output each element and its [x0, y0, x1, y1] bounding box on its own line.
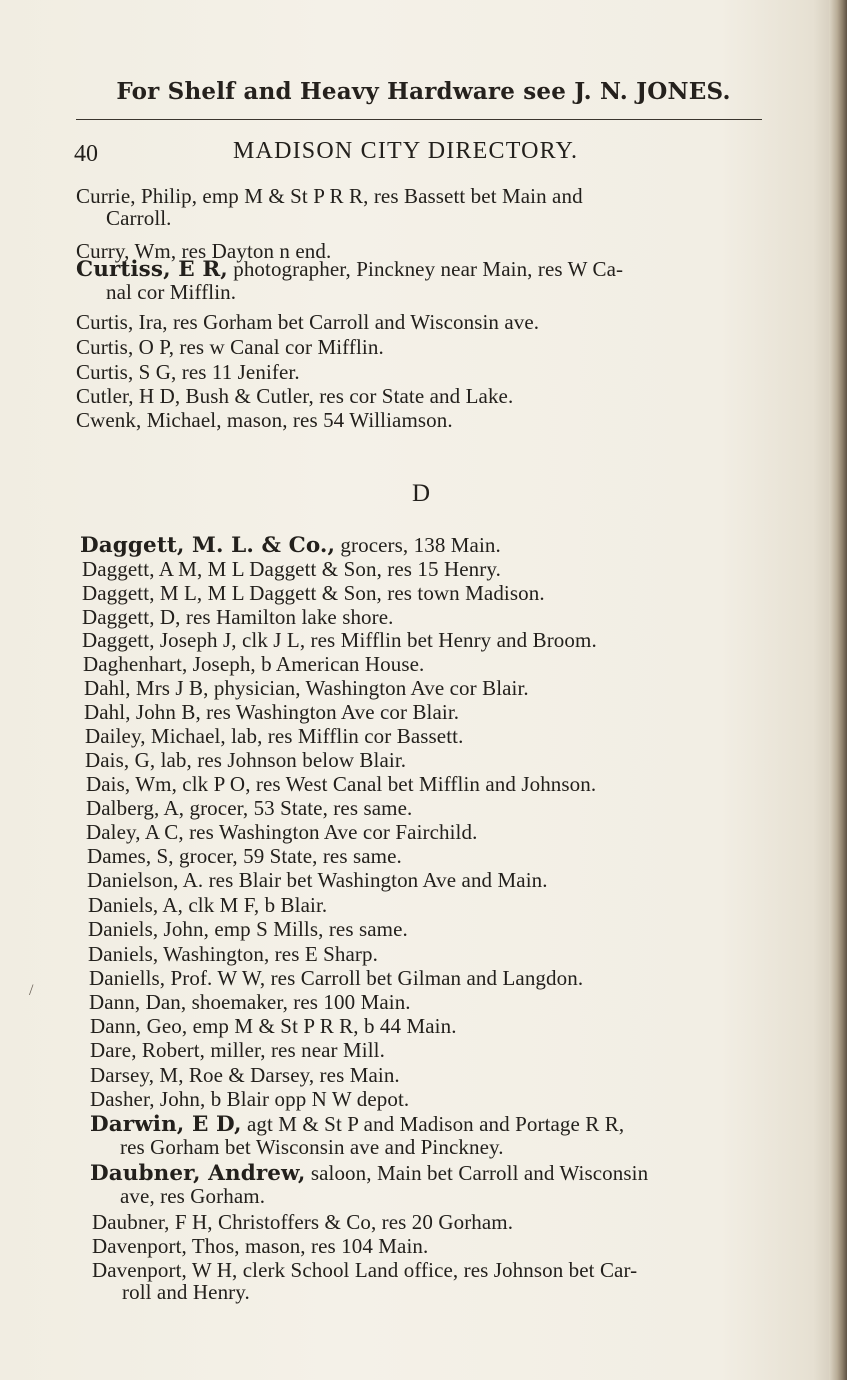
- directory-entry: [90, 1088, 409, 1110]
- directory-entry: [87, 845, 402, 867]
- directory-entry: [84, 677, 529, 699]
- entry-details: , A, grocer, 53 State, res same.: [153, 796, 413, 820]
- directory-entry: [90, 1039, 385, 1061]
- entry-name: Curtiss, E R,: [76, 257, 228, 282]
- entry-details: , Wm, res Dayton n end.: [124, 239, 332, 263]
- entry-continuation: Carroll.: [106, 206, 172, 230]
- directory-entry: [87, 869, 548, 891]
- entry-details: , Philip, emp M & St P R R, res Bassett bet Main and: [130, 184, 583, 208]
- entry-name: Dahl: [84, 700, 126, 724]
- entry-details: , F H, Christoffers & Co, res 20 Gorham.: [164, 1210, 514, 1234]
- entry-name: Daubner: [92, 1210, 165, 1234]
- entry-details: , D, res Hamilton lake shore.: [149, 605, 394, 629]
- running-title: MADISON CITY DIRECTORY.: [233, 138, 579, 164]
- entry-name: Daniels: [88, 893, 153, 917]
- directory-entry: [89, 991, 411, 1013]
- entry-details: , Ira, res Gorham bet Carroll and Wisconsin ave.: [127, 310, 540, 334]
- entry-details: , A, clk M F, b Blair.: [152, 893, 328, 917]
- entry-name: Dais: [85, 748, 124, 772]
- directory-entry: [76, 258, 623, 303]
- header-rule: [76, 119, 762, 120]
- directory-entry: [88, 943, 378, 965]
- entry-details: , Robert, miller, res near Mill.: [131, 1038, 385, 1062]
- section-letter: D: [412, 480, 431, 507]
- entry-continuation: ave, res Gorham.: [120, 1184, 266, 1208]
- directory-entry: [82, 606, 394, 628]
- entry-name: Daggett: [82, 628, 150, 652]
- directory-entry: [82, 558, 501, 580]
- entry-name: Daggett: [82, 605, 150, 629]
- page-number: 40: [74, 141, 98, 167]
- entry-name: Dasher: [90, 1087, 150, 1111]
- page-edge: [829, 0, 847, 1380]
- entry-name: Daley: [86, 820, 136, 844]
- directory-entry: [86, 821, 477, 843]
- directory-entry: [92, 1259, 637, 1303]
- directory-entry: [90, 1015, 457, 1037]
- directory-entry: [76, 311, 539, 333]
- entry-details: , Geo, emp M & St P R R, b 44 Main.: [135, 1014, 457, 1038]
- entry-name: Dahl: [84, 676, 126, 700]
- entry-details: , A C, res Washington Ave cor Fairchild.: [135, 820, 478, 844]
- entry-name: Darsey: [90, 1063, 149, 1087]
- entry-name: Dann: [90, 1014, 136, 1038]
- entry-details: , G, lab, res Johnson below Blair.: [123, 748, 407, 772]
- entry-name: Dalberg: [86, 796, 154, 820]
- entry-name: Danielson: [87, 868, 174, 892]
- entry-name: Davenport: [92, 1258, 182, 1282]
- directory-entry: [85, 749, 406, 771]
- entry-details: , O P, res w Canal cor Mifflin.: [127, 335, 384, 359]
- directory-entry: [82, 629, 597, 651]
- entry-details: saloon, Main bet Carroll and Wisconsin: [305, 1161, 649, 1185]
- entry-details: , Joseph J, clk J L, res Mifflin bet Henry and Broom.: [149, 628, 597, 652]
- directory-entry: [76, 385, 513, 407]
- entry-details: , W H, clerk School Land office, res Johnson bet Car-: [181, 1258, 638, 1282]
- entry-name: Daniels: [88, 917, 153, 941]
- directory-entry: [76, 409, 453, 431]
- entry-name: Daniels: [88, 942, 153, 966]
- entry-name: Daubner, Andrew,: [90, 1161, 306, 1186]
- entry-details: , A M, M L Daggett & Son, res 15 Henry.: [149, 557, 501, 581]
- entry-details: , Michael, lab, res Mifflin cor Bassett.: [140, 724, 464, 748]
- entry-details: agt M & St P and Madison and Portage R R,: [241, 1112, 625, 1136]
- entry-details: grocers, 138 Main.: [335, 533, 501, 557]
- entry-name: Cwenk: [76, 408, 136, 432]
- directory-entry: [83, 653, 424, 675]
- entry-details: photographer, Pinckney near Main, res W Ca-: [227, 257, 624, 281]
- entry-name: Daggett: [82, 557, 150, 581]
- directory-entry: [90, 1064, 400, 1086]
- entry-name: Dais: [86, 772, 125, 796]
- entry-details: , Michael, mason, res 54 Williamson.: [136, 408, 453, 432]
- directory-entry: [90, 1162, 648, 1207]
- entry-details: , H D, Bush & Cutler, res cor State and Lake.: [128, 384, 514, 408]
- directory-entry: [84, 701, 459, 723]
- entry-details: , John, emp S Mills, res same.: [152, 917, 408, 941]
- entry-continuation: roll and Henry.: [122, 1280, 250, 1304]
- entry-details: , M L, M L Daggett & Son, res town Madison.: [149, 581, 545, 605]
- margin-mark: /: [29, 982, 34, 999]
- entry-details: , A. res Blair bet Washington Ave and Main.: [173, 868, 548, 892]
- entry-name: Dailey: [85, 724, 141, 748]
- entry-continuation: res Gorham bet Wisconsin ave and Pinckney.: [120, 1135, 504, 1159]
- directory-entry: [88, 918, 408, 940]
- directory-entry: [86, 773, 596, 795]
- directory-entry: [89, 967, 583, 989]
- entry-details: , John B, res Washington Ave cor Blair.: [125, 700, 460, 724]
- entry-name: Dann: [89, 990, 135, 1014]
- directory-entry: [85, 725, 463, 747]
- entry-name: Daggett: [82, 581, 150, 605]
- entry-name: Daniells: [89, 966, 160, 990]
- entry-name: Daghenhart: [83, 652, 182, 676]
- entry-details: , Washington, res E Sharp.: [152, 942, 378, 966]
- entry-name: Currie: [76, 184, 131, 208]
- directory-entry: [76, 336, 384, 358]
- entry-continuation: nal cor Mifflin.: [106, 280, 237, 304]
- directory-entry: [82, 582, 545, 604]
- entry-name: Curtis: [76, 310, 128, 334]
- entry-details: , Wm, clk P O, res West Canal bet Mifflin and Johnson.: [124, 772, 597, 796]
- entry-name: Curry: [76, 239, 125, 263]
- entry-details: , M, Roe & Darsey, res Main.: [148, 1063, 400, 1087]
- directory-entry: [88, 894, 327, 916]
- entry-details: , Mrs J B, physician, Washington Ave cor Blair.: [125, 676, 529, 700]
- entry-details: , S, grocer, 59 State, res same.: [145, 844, 402, 868]
- entry-name: Curtis: [76, 360, 128, 384]
- entry-details: , Dan, shoemaker, res 100 Main.: [134, 990, 411, 1014]
- directory-entry: [92, 1211, 513, 1233]
- entry-details: , John, b Blair opp N W depot.: [149, 1087, 410, 1111]
- directory-entry: [76, 185, 583, 229]
- directory-entry: [80, 534, 501, 557]
- directory-entry: [92, 1235, 428, 1257]
- entry-name: Dames: [87, 844, 146, 868]
- entry-name: Cutler: [76, 384, 129, 408]
- entry-name: Curtis: [76, 335, 128, 359]
- directory-entry: [76, 361, 300, 383]
- directory-entry: [90, 1113, 624, 1158]
- entry-details: , Prof. W W, res Carroll bet Gilman and Langdon.: [159, 966, 584, 990]
- entry-name: Daggett, M. L. & Co.,: [80, 533, 336, 558]
- entry-details: , S G, res 11 Jenifer.: [127, 360, 300, 384]
- entry-name: Davenport: [92, 1234, 182, 1258]
- entry-details: , Thos, mason, res 104 Main.: [181, 1234, 429, 1258]
- directory-entry: [86, 797, 412, 819]
- hardware-advert: For Shelf and Heavy Hardware see J. N. JONES.: [116, 78, 731, 105]
- entry-name: Dare: [90, 1038, 132, 1062]
- entry-name: Darwin, E D,: [90, 1112, 242, 1137]
- entry-details: , Joseph, b American House.: [181, 652, 425, 676]
